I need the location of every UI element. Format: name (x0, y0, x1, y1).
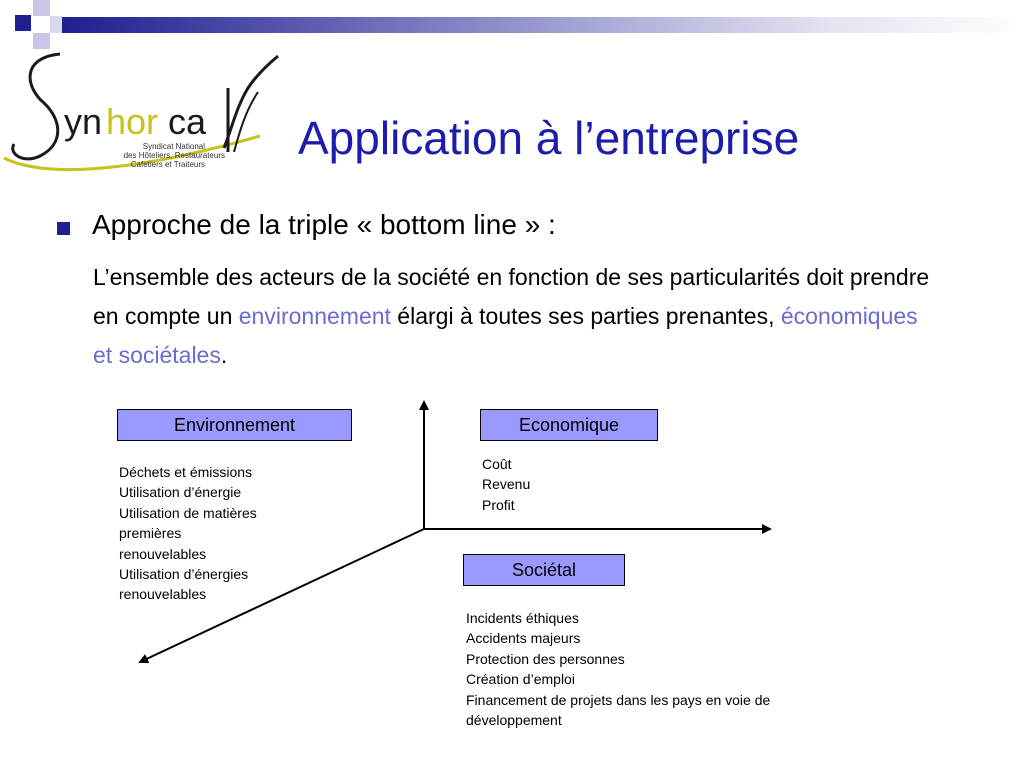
soc-item-2: Accidents majeurs (466, 630, 581, 647)
env-item-3: Utilisation de matières premières (119, 504, 257, 542)
bullet-text: Approche de la triple « bottom line » : (92, 209, 556, 240)
soc-item-3: Protection des personnes (466, 650, 625, 667)
soc-item-1: Incidents éthiques (466, 610, 579, 626)
eco-item-2: Revenu (482, 476, 531, 493)
box-environnement: Environnement (117, 409, 352, 441)
triple-bottom-line-diagram (0, 380, 1024, 768)
logo-subtitle-3: Cafetiers et Traiteurs (130, 160, 205, 169)
list-societal (466, 608, 851, 730)
bullet-square-icon (57, 222, 70, 235)
logo-subtitle-1: Syndicat National (142, 142, 205, 151)
logo-text-yn: yn (64, 101, 103, 142)
para-accent-economiques: économiques et sociétales (93, 303, 918, 368)
logo-subtitle-2: des Hôteliers, Restaurateurs (123, 151, 225, 160)
list-environnement (119, 462, 299, 605)
env-item-4: renouvelables (119, 545, 207, 562)
header-decoration (0, 0, 1024, 50)
env-item-1: Déchets et émissions (119, 464, 253, 480)
eco-item-1: Coût (482, 456, 512, 472)
env-item-2: Utilisation d’énergie (119, 484, 242, 501)
body-paragraph (93, 258, 943, 375)
box-economique: Economique (480, 409, 658, 441)
synhorca-logo (0, 48, 285, 180)
para-text-1: L’ensemble des acteurs de la société en fonction de ses particularités doit prendre en compte un (93, 264, 930, 329)
para-accent-environnement: environnement (238, 303, 391, 329)
soc-item-5: Financement de projets dans les pays en voie de développement (466, 691, 771, 729)
logo-text-ca: ca (168, 101, 207, 142)
deco-square-2 (33, 0, 50, 16)
env-item-5: Utilisation d’énergies renouvelables (119, 566, 249, 603)
para-text-end: . (220, 342, 228, 368)
deco-square-3 (33, 33, 50, 49)
list-economique (482, 454, 632, 515)
soc-item-4: Création d’emploi (466, 671, 575, 688)
logo-text-hor: hor (106, 101, 159, 142)
eco-item-3: Profit (482, 496, 515, 513)
box-societal: Sociétal (463, 554, 625, 586)
para-text-2: élargi à toutes ses parties prenantes, (390, 303, 781, 329)
slide-title: Application à l’entreprise (298, 112, 800, 164)
header-gradient-bar (62, 17, 1024, 33)
deco-square-4 (50, 16, 62, 33)
deco-square-1 (15, 15, 31, 31)
